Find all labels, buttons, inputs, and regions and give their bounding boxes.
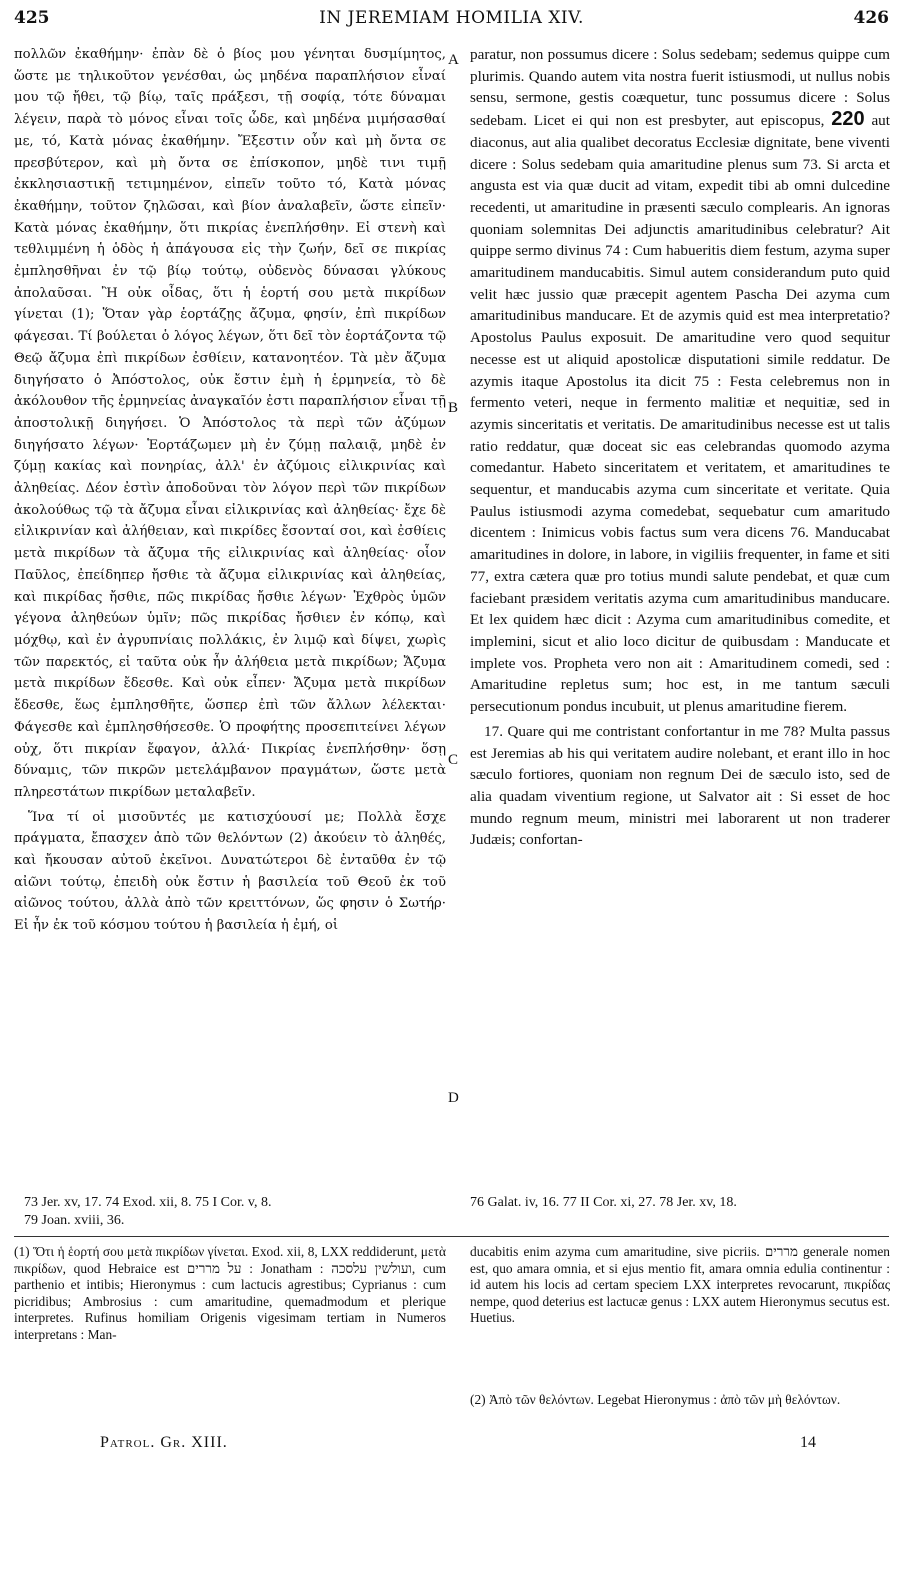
scripture-ref-line-2: 79 Joan. xviii, 36. [24,1213,125,1228]
footnote-1-continued: ducabitis enim azyma cum amaritudine, sive picriis. מררים generale nomen est, quo amara omnia, et si ejus mentio fit, amara omnia edulia continentur : id autem his locis ad certam speciem LXX interpretes revocarunt, πικρίδας nempe, quod deterius est lactucæ genus : LXX autem Hieronymus secutus est. Huetius. [470,1244,890,1326]
scripture-ref-right: 76 Galat. iv, 16. 77 II Cor. xi, 27. 78 Jer. xv, 18. [470,1195,737,1210]
page-number-right: 426 [853,8,889,28]
latin-paragraph-2: 17. Quare qui me contristant confortantur in me 78? Multa passus est Jeremias ab his qui veritatem audire nolebant, et erant illo in hoc sæculo fortiores, quoniam non regnum Dei de sæculo isto, sed de alia quadam viventium regione, ut Salvator ait : Si esset de hoc mundo regnum meum, ministri mei laborarent ut non traderer Judæis; confortan- [470,722,890,849]
margin-letter-d: D [448,1090,459,1106]
latin-text-part-2: aut diaconus, aut alia qualibet decoratus Ecclesiæ dignitate, bene viventi dicere : Solus sedebam quia amaritudine plenus sum 73. Si arcta et angusta est via quæ ducit ad vitam, expedit tibi ab omni dulcedine recedenti, ut amaritudine in præsenti sæculo complearis. An ignoras quoniam solemnitas Dei adjunctis amaritudinibus celebratur? Ait quippe sermo divinus 74 : Cum habueritis diem festum, azyma super amaritudinem manducabitis. Simul autem considerandum puto quid velit hæc jussio quæ præcepit agentem Pascha Dei azyma cum amaritudinibus manducare. Et de azymis quid est mea interpretatio? Apostolus Paulus exposuit. De amaritudine vero quod sequitur necesse est ut aliquid apostolicæ disputationi simile reddatur. De azymis itaque Apostolus ita dicit 75 : Festa celebremus non in fermento veteri, neque in fermento malitiæ et nequitiæ, sed in azymis sinceritatis et veritatis. De amaritudinibus necesse est ut talis ratio reddatur, quæ doceat sic eas celebrandas quomodo azyma comedantur. Habeto sinceritatem et veritatem, et amaritudines te sequentur, et manducabis azyma cum sinceritate et veritate. Quia Paulus istiusmodi azyma comedebat, sequebatur cum amaritudo dicentem : Inimicus vobis factus sum vera dicens 76. Manducabat amaritudines in dolore, in labore, in vigiliis frequenter, in fame et siti 77, extra cætera quæ pro totius mundi salute pendebat, et quæ cum faciebant præsidem veritatis azyma cum amaritudinibus manducare. Et lex quidem hæc dicit : Azyma cum amaritudinibus comedite, et implemini, sicut et alio loco dicitur de quibusdam : Manducate et implete vos. Propheta vero non ait : Amaritudinem comedi, sed : Amaritudine repletus sum; hoc est, in me tantum sæculi persecutionum pondus incubuit, ut plenus amaritudine fierem. [470,112,890,716]
column-number: 220 [831,108,865,131]
footer-signature: Patrol. Gr. XIII. [100,1434,228,1451]
latin-paragraph-1 [470,44,890,718]
footnote-divider [14,1236,889,1237]
running-header [14,8,889,34]
margin-letter-b: B [448,400,459,416]
footnote-2: (2) Ἀπὸ τῶν θελόντων. Legebat Hieronymus : ἀπὸ τῶν μὴ θελόντων. [470,1392,841,1407]
margin-letter-c: C [448,752,459,768]
footer-sheet-number: 14 [800,1434,816,1451]
latin-text-part-1: paratur, non possumus dicere : Solus sedebam; sedemus quippe cum plurimis. Quando autem vita nostra fuerit istiusmodi, ut nullus nobis sensu, sermone, gestis coæquetur, tunc possumus dicere : Solus sedebam. Licet ei qui non est presbyter, aut episcopus, [470,46,890,130]
footnote-1: (1) Ὅτι ἡ ἑορτή σου μετὰ πικρίδων γίνεται. Exod. xii, 8, LXX reddiderunt, μετὰ πικρίδων, quod Hebraice est על מררים : Jonatham : ועולשין עלסכה, cum parthenio et intibis; Hieronymus : cum lactucis agrestibus; Cyprianus : cum picridibus; Ambrosius : cum amaritudine, quemadmodum et plerique interpretes. Rufinus homiliam Origenis vigesimam tertiam in Numeros interpretans : Man- [14,1244,446,1342]
latin-text-column [470,44,890,1189]
greek-paragraph-1: πολλῶν ἐκαθήμην· ἐπὰν δὲ ὁ βίος μου γένηται δυσμίμητος, ὥστε με τηλικοῦτον γενέσθαι, ὡς μηδένα παραπλήσιον εἶναί μου τῷ ἤθει, τῷ βίῳ, ταῖς πράξεσι, τῇ σοφίᾳ, τότε δύναμαι λέγειν, παρὰ τὸ μόνος εἶναι τοῖς ὧδε, καὶ μηδένα μιμήσασθαί με, τό, Κατὰ μόνας ἐκαθήμην. Ἔξεστιν οὖν καὶ μὴ ὄντα σε πρεσβύτερον, καὶ μὴ ὄντα σε ἐπίσκοπον, μηδὲ τινι τιμῇ ἐκκλησιαστικῇ τετιμημένον, εἰπεῖν τοῦτο τό, Κατὰ μόνας ἐκαθήμην, τοῦτον ζηλῶσαι, καὶ βίον ἀναλαβεῖν, ὥστε εἰπεῖν· Κατὰ μόνας ἐκαθήμην, ὅτι πικρίας ἐνεπλήσθην. Εἰ στενὴ καὶ τεθλιμμένη ἡ ὁδὸς ἡ ἀπάγουσα εἰς τὴν ζωήν, δεῖ σε πικρίας ἐμπλησθῆναι ἐν τῷ βίῳ τούτῳ, οὐδενὸς δύνασαι γλύκους ἀπολαῦσαι. Ἢ οὐκ οἶδας, ὅτι ἡ ἑορτή σου μετὰ πικρίδων γίνεται (1); Ὅταν γὰρ ἑορτάζῃς ἄζυμα, φησίν, ἐπὶ πικρίδων φάγεσαι. Τί βούλεται ὁ λόγος λέγων, ὅτι δεῖ τὸν ἑορτάζοντα τῷ Θεῷ ἄζυμα ἐπὶ πικρίδων ἐσθίειν, κατανοητέον. Τὰ μὲν ἄζυμα διηγήσατο ὁ Ἀπόστολος, οὐκ ἔστιν ἐμὴ ἡ ἑρμηνεία, τὸ δὲ ἀκόλουθον τῆς ἑρμηνείας ἀναγκαῖόν ἐστι παραπλήσιον εἶναι τῇ ἀποστολικῇ διηγήσει. Ὁ Ἀπόστολος τὰ περὶ τῶν ἀζύμων διηγήσατο λέγων· Ἑορτάζωμεν μὴ ἐν ζύμῃ παλαιᾷ, μηδὲ ἐν ζύμῃ κακίας καὶ πονηρίας, ἀλλ' ἐν ἀζύμοις εἰλικρινίας καὶ ἀληθείας. Δέον ἐστὶν ἀποδοῦναι τὸν λόγον περὶ τῶν πικρίδων ἀκολούθως τῷ τὰ ἄζυμα εἶναι εἰλικρινίας καὶ ἀληθείας· ἔχε δὲ εἰλικρινίαν καὶ ἀλήθειαν, καὶ πικρίδες ἔσονταί σοι, καὶ ἐσθίεις μετὰ πικρίδων τὰ ἄζυμα τῆς εἰλικρινίας καὶ ἀληθείας· οἷον Παῦλος, ἐπείδηπερ ἤσθιε τὰ ἄζυμα εἰλικρινίας καὶ ἀληθείας, καὶ πικρίδας ἤσθιε, πῶς πικρίδας ἤσθιε λέγων· Ἐχθρὸς ὑμῶν γέγονα ἀληθεύων ὑμῖν; πῶς πικρίδας ἤσθιεν ἐν κόπῳ, καὶ μόχθῳ, καὶ ἐν ἀγρυπνίαις πολλάκις, ἐν λιμῷ καὶ δίψει, χωρὶς τῶν παρεκτός, εἰ ταῦτα οὐκ ἦν ἀλήθεια μετὰ πικρίδων; Ἄζυμα μετὰ πικρίδων ἔδεσθε. Καὶ οὐκ εἶπεν· Ἄζυμα μετὰ πικρίδων ἔδεσθε, ἕως ἐμπλησθῆτε, ὥσπερ ἐπὶ τῶν ἄλλων λέλεκται· Φάγεσθε καὶ ἐμπλησθήσεσθε. Ὁ προφήτης προσεπιτείνει λέγων οὐχ, ὅτι πικρίαν ἔφαγον, ἀλλά· Πικρίας ἐνεπλήσθην· ὅσῃ δύναμις, τῶν πικρῶν μετελάμβανον πραγμάτων, ὥστε μετὰ πληρεστάτων πικρίδων μεταλαβεῖν. [14,47,446,800]
page-number-left: 425 [14,8,50,28]
scripture-ref-line-1: 73 Jer. xv, 17. 74 Exod. xii, 8. 75 I Cor. v, 8. [24,1195,272,1210]
margin-letter-a: A [448,52,459,68]
greek-paragraph-2: Ἵνα τί οἱ μισοῦντές με κατισχύουσί με; Πολλὰ ἔσχε πράγματα, ἔπασχεν ἀπὸ τῶν θελόντων (2) ἀκούειν τὸ ἀληθές, καὶ ἤκουσαν αὐτοῦ ἐκεῖνοι. Δυνατώτεροι δὲ ἐνταῦθα ἐν τῷ αἰῶνι τούτῳ, ἐπειδὴ οὐκ ἔστιν ἡ βασιλεία τοῦ Θεοῦ ἐκ τοῦ αἰῶνος τούτου, ἀλλὰ ἀπὸ τῶν κρειττόνων, ὥς φησιν ὁ Σωτήρ· Εἰ ἦν ἐκ τοῦ κόσμου τούτου ἡ βασιλεία ἡ ἐμή, οἱ [14,809,446,934]
greek-text-column [14,44,446,1189]
running-title: IN JEREMIAM HOMILIA XIV. [319,8,584,28]
